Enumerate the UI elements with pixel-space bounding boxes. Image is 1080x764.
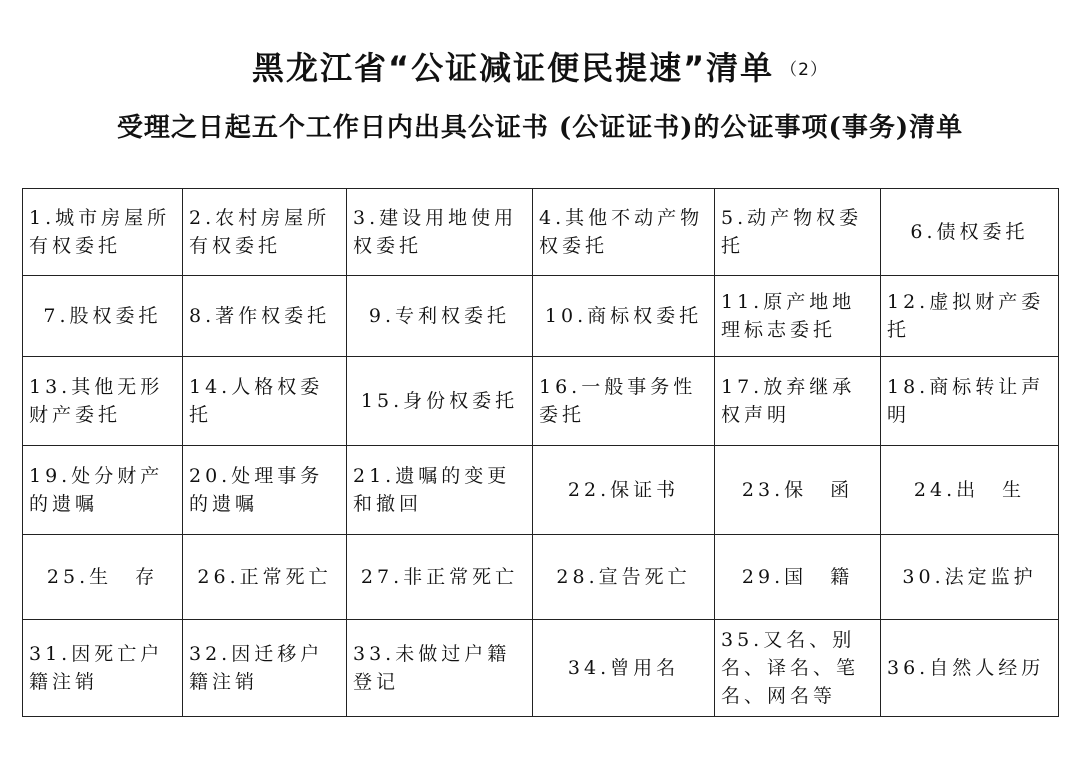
table-row (23, 446, 1059, 535)
table-cell: 8.著作权委托 (183, 276, 347, 357)
table-cell: 16.一般事务性委托 (533, 357, 715, 446)
title-text: 黑龙江省“公证减证便民提速”清单 (252, 49, 775, 87)
table-row (23, 276, 1059, 357)
table-cell: 33.未做过户籍登记 (347, 620, 533, 717)
document-title (0, 44, 1080, 94)
table-cell: 13.其他无形财产委托 (23, 357, 183, 446)
table-cell: 5.动产物权委托 (715, 189, 881, 276)
table-cell: 34.曾用名 (533, 620, 715, 717)
table-cell: 2.农村房屋所有权委托 (183, 189, 347, 276)
table-cell: 17.放弃继承权声明 (715, 357, 881, 446)
table-cell: 22.保证书 (533, 446, 715, 535)
table-row (23, 620, 1059, 717)
table-cell: 26.正常死亡 (183, 535, 347, 620)
table-cell: 6.债权委托 (881, 189, 1059, 276)
table-cell: 35.又名、别名、译名、笔名、网名等 (715, 620, 881, 717)
table-cell: 7.股权委托 (23, 276, 183, 357)
table-cell: 32.因迁移户籍注销 (183, 620, 347, 717)
table-cell: 9.专利权委托 (347, 276, 533, 357)
table-cell: 14.人格权委托 (183, 357, 347, 446)
table-cell: 12.虚拟财产委托 (881, 276, 1059, 357)
table-cell: 20.处理事务的遗嘱 (183, 446, 347, 535)
table-cell: 3.建设用地使用权委托 (347, 189, 533, 276)
table-cell: 36.自然人经历 (881, 620, 1059, 717)
table-row (23, 357, 1059, 446)
notarization-items-table (22, 188, 1059, 717)
table-cell: 1.城市房屋所有权委托 (23, 189, 183, 276)
table-cell: 25.生 存 (23, 535, 183, 620)
table-cell: 27.非正常死亡 (347, 535, 533, 620)
table-cell: 15.身份权委托 (347, 357, 533, 446)
table-cell: 21.遗嘱的变更和撤回 (347, 446, 533, 535)
table-cell: 4.其他不动产物权委托 (533, 189, 715, 276)
table-cell: 24.出 生 (881, 446, 1059, 535)
table-cell: 10.商标权委托 (533, 276, 715, 357)
table-row (23, 535, 1059, 620)
table-cell: 30.法定监护 (881, 535, 1059, 620)
table-row (23, 189, 1059, 276)
table-cell: 18.商标转让声明 (881, 357, 1059, 446)
table-cell: 19.处分财产的遗嘱 (23, 446, 183, 535)
document-subtitle: 受理之日起五个工作日内出具公证书 (公证证书)的公证事项(事务)清单 (116, 113, 964, 143)
table-cell: 11.原产地地理标志委托 (715, 276, 881, 357)
table-cell: 28.宣告死亡 (533, 535, 715, 620)
table-cell: 29.国 籍 (715, 535, 881, 620)
table-cell: 23.保 函 (715, 446, 881, 535)
table-cell: 31.因死亡户籍注销 (23, 620, 183, 717)
title-suffix: （2） (780, 60, 828, 80)
